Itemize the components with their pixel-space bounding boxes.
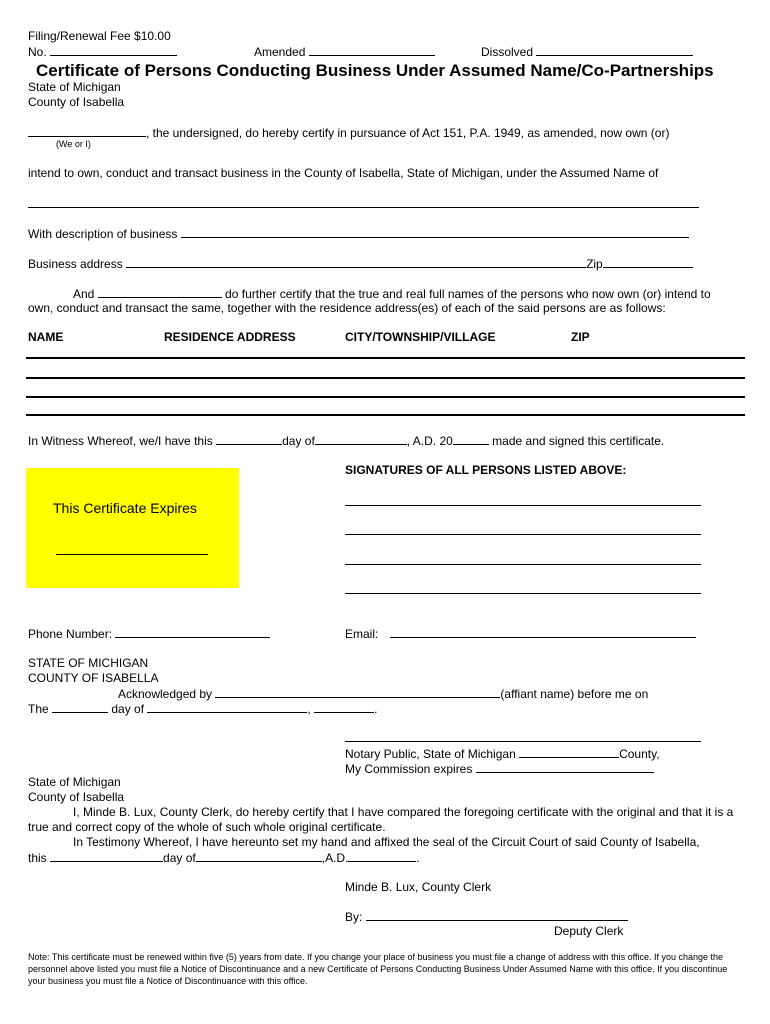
we-or-i-blank[interactable] xyxy=(28,125,146,137)
amended-blank[interactable] xyxy=(309,44,435,56)
ack-day-blank[interactable] xyxy=(52,701,108,713)
further-certify-line xyxy=(73,286,711,301)
witness-year-blank[interactable] xyxy=(453,433,489,445)
further-text-2: own, conduct and transact the same, together with the residence address(es) of each of the said persons are as follows: xyxy=(28,301,666,315)
address-blank[interactable] xyxy=(126,256,586,268)
ack-label: Acknowledged by xyxy=(118,687,213,701)
expires-date-line[interactable] xyxy=(56,554,208,555)
filing-fee: Filing/Renewal Fee $10.00 xyxy=(28,29,171,43)
notary-county-blank[interactable] xyxy=(519,746,619,758)
clerk-by-blank[interactable] xyxy=(366,909,628,921)
email-label: Email: xyxy=(345,627,379,641)
amended-field xyxy=(254,44,435,59)
clerk-state: State of Michigan xyxy=(28,775,121,789)
address-field xyxy=(28,256,693,271)
col-residence: RESIDENCE ADDRESS xyxy=(164,330,296,344)
witness-text-1: In Witness Whereof, we/I have this xyxy=(28,434,213,448)
no-blank[interactable] xyxy=(50,44,177,56)
and-label: And xyxy=(73,287,95,301)
clerk-period: . xyxy=(416,851,420,865)
dissolved-blank[interactable] xyxy=(536,44,693,56)
witness-month-blank[interactable] xyxy=(315,433,407,445)
further-text: do further certify that the true and real full names of the persons who now own (or) intend to xyxy=(225,287,711,301)
clerk-year-blank[interactable] xyxy=(348,850,416,862)
col-name: NAME xyxy=(28,330,64,344)
email-blank[interactable] xyxy=(390,626,696,638)
ack-period: . xyxy=(374,702,378,716)
clerk-day-blank[interactable] xyxy=(50,850,163,862)
no-field xyxy=(28,44,177,59)
assumed-name-text: intend to own, conduct and transact business in the County of Isabella, State of Michigan, under the Assumed Name of xyxy=(28,166,659,180)
ack-state: STATE OF MICHIGAN xyxy=(28,656,149,670)
email-field xyxy=(345,626,696,641)
and-blank[interactable] xyxy=(98,286,222,298)
ack-comma: , xyxy=(307,702,311,716)
clerk-date-line xyxy=(28,850,420,865)
witness-line xyxy=(28,433,664,448)
clerk-name: Minde B. Lux, County Clerk xyxy=(345,880,492,894)
notary-public-line xyxy=(345,746,660,761)
clerk-county: County of Isabella xyxy=(28,790,125,804)
notary-signature-line[interactable] xyxy=(345,741,701,742)
no-label: No. xyxy=(28,45,47,59)
we-or-i-caption: (We or I) xyxy=(56,139,91,149)
signatures-heading: SIGNATURES OF ALL PERSONS LISTED ABOVE: xyxy=(345,463,627,477)
table-row[interactable] xyxy=(26,377,745,379)
expiration-box xyxy=(26,468,239,588)
clerk-paragraph-2: In Testimony Whereof, I have hereunto set my hand and affixed the seal of the Circuit Court of said County of Isabella, xyxy=(73,835,700,849)
col-city: CITY/TOWNSHIP/VILLAGE xyxy=(345,330,496,344)
document-title: Certificate of Persons Conducting Business Under Assumed Name/Co-Partnerships xyxy=(36,61,714,80)
assumed-name-line[interactable] xyxy=(28,207,699,208)
commission-label: My Commission expires xyxy=(345,762,473,776)
description-label: With description of business xyxy=(28,227,178,241)
clerk-month-blank[interactable] xyxy=(196,850,322,862)
col-zip: ZIP xyxy=(571,330,590,344)
ack-month-blank[interactable] xyxy=(147,701,307,713)
dissolved-field xyxy=(481,44,693,59)
commission-line xyxy=(345,761,654,776)
footer-note: Note: This certificate must be renewed within five (5) years from date. If you change your place of business you must file a change of address with this office. If you change the personnel above listed you must file a Notice of Discontinuance and a new Certificate of Persons Conducting Business Under Assumed Name with this office. If you discontinue your business you must file a Notice of Discontinuance with this office. xyxy=(28,952,728,986)
amended-label: Amended xyxy=(254,45,306,59)
zip-label: Zip xyxy=(586,257,603,271)
signature-line[interactable] xyxy=(345,505,701,506)
notary-public-label: Notary Public, State of Michigan xyxy=(345,747,516,761)
notary-county-label: County, xyxy=(619,747,660,761)
signature-line[interactable] xyxy=(345,534,701,535)
table-row[interactable] xyxy=(26,396,745,398)
witness-text-3: , A.D. 20 xyxy=(406,434,453,448)
description-field xyxy=(28,226,689,241)
table-row[interactable] xyxy=(26,414,745,416)
signature-line[interactable] xyxy=(345,593,701,594)
signature-line[interactable] xyxy=(345,564,701,565)
ack-the-label: The xyxy=(28,702,49,716)
witness-text-2: day of xyxy=(282,434,315,448)
clerk-day-of: day of xyxy=(163,851,196,865)
ack-year-blank[interactable] xyxy=(314,701,374,713)
ack-date-line xyxy=(28,701,377,716)
dissolved-label: Dissolved xyxy=(481,45,534,59)
witness-day-blank[interactable] xyxy=(216,433,282,445)
address-label: Business address xyxy=(28,257,123,271)
clerk-paragraph-1: I, Minde B. Lux, County Clerk, do hereby certify that I have compared the foregoing certificate with the original and that it is a true and correct copy of the whole of such whole original certificate. xyxy=(28,805,734,834)
ack-county: COUNTY OF ISABELLA xyxy=(28,671,159,685)
zip-blank[interactable] xyxy=(603,256,693,268)
certify-line-1 xyxy=(28,125,669,140)
description-blank[interactable] xyxy=(181,226,689,238)
phone-label: Phone Number: xyxy=(28,627,113,641)
deputy-clerk-label: Deputy Clerk xyxy=(554,924,624,938)
ack-line xyxy=(118,686,648,701)
expires-label: This Certificate Expires xyxy=(53,500,197,516)
clerk-ad-label: ,A.D. xyxy=(321,851,349,865)
state-heading: State of Michigan xyxy=(28,80,121,94)
witness-text-4: made and signed this certificate. xyxy=(492,434,665,448)
affiant-text: (affiant name) before me on xyxy=(500,687,649,701)
clerk-by-label: By: xyxy=(345,910,363,924)
affiant-blank[interactable] xyxy=(215,686,500,698)
phone-blank[interactable] xyxy=(115,626,270,638)
county-heading: County of Isabella xyxy=(28,95,125,109)
ack-day-of: day of xyxy=(111,702,145,716)
certify-text: , the undersigned, do hereby certify in pursuance of Act 151, P.A. 1949, as amended, now own (or) xyxy=(146,126,670,140)
clerk-this-label: this xyxy=(28,851,47,865)
clerk-by-line xyxy=(345,909,628,924)
table-row[interactable] xyxy=(26,357,745,359)
phone-field xyxy=(28,626,270,641)
commission-blank[interactable] xyxy=(476,761,654,773)
